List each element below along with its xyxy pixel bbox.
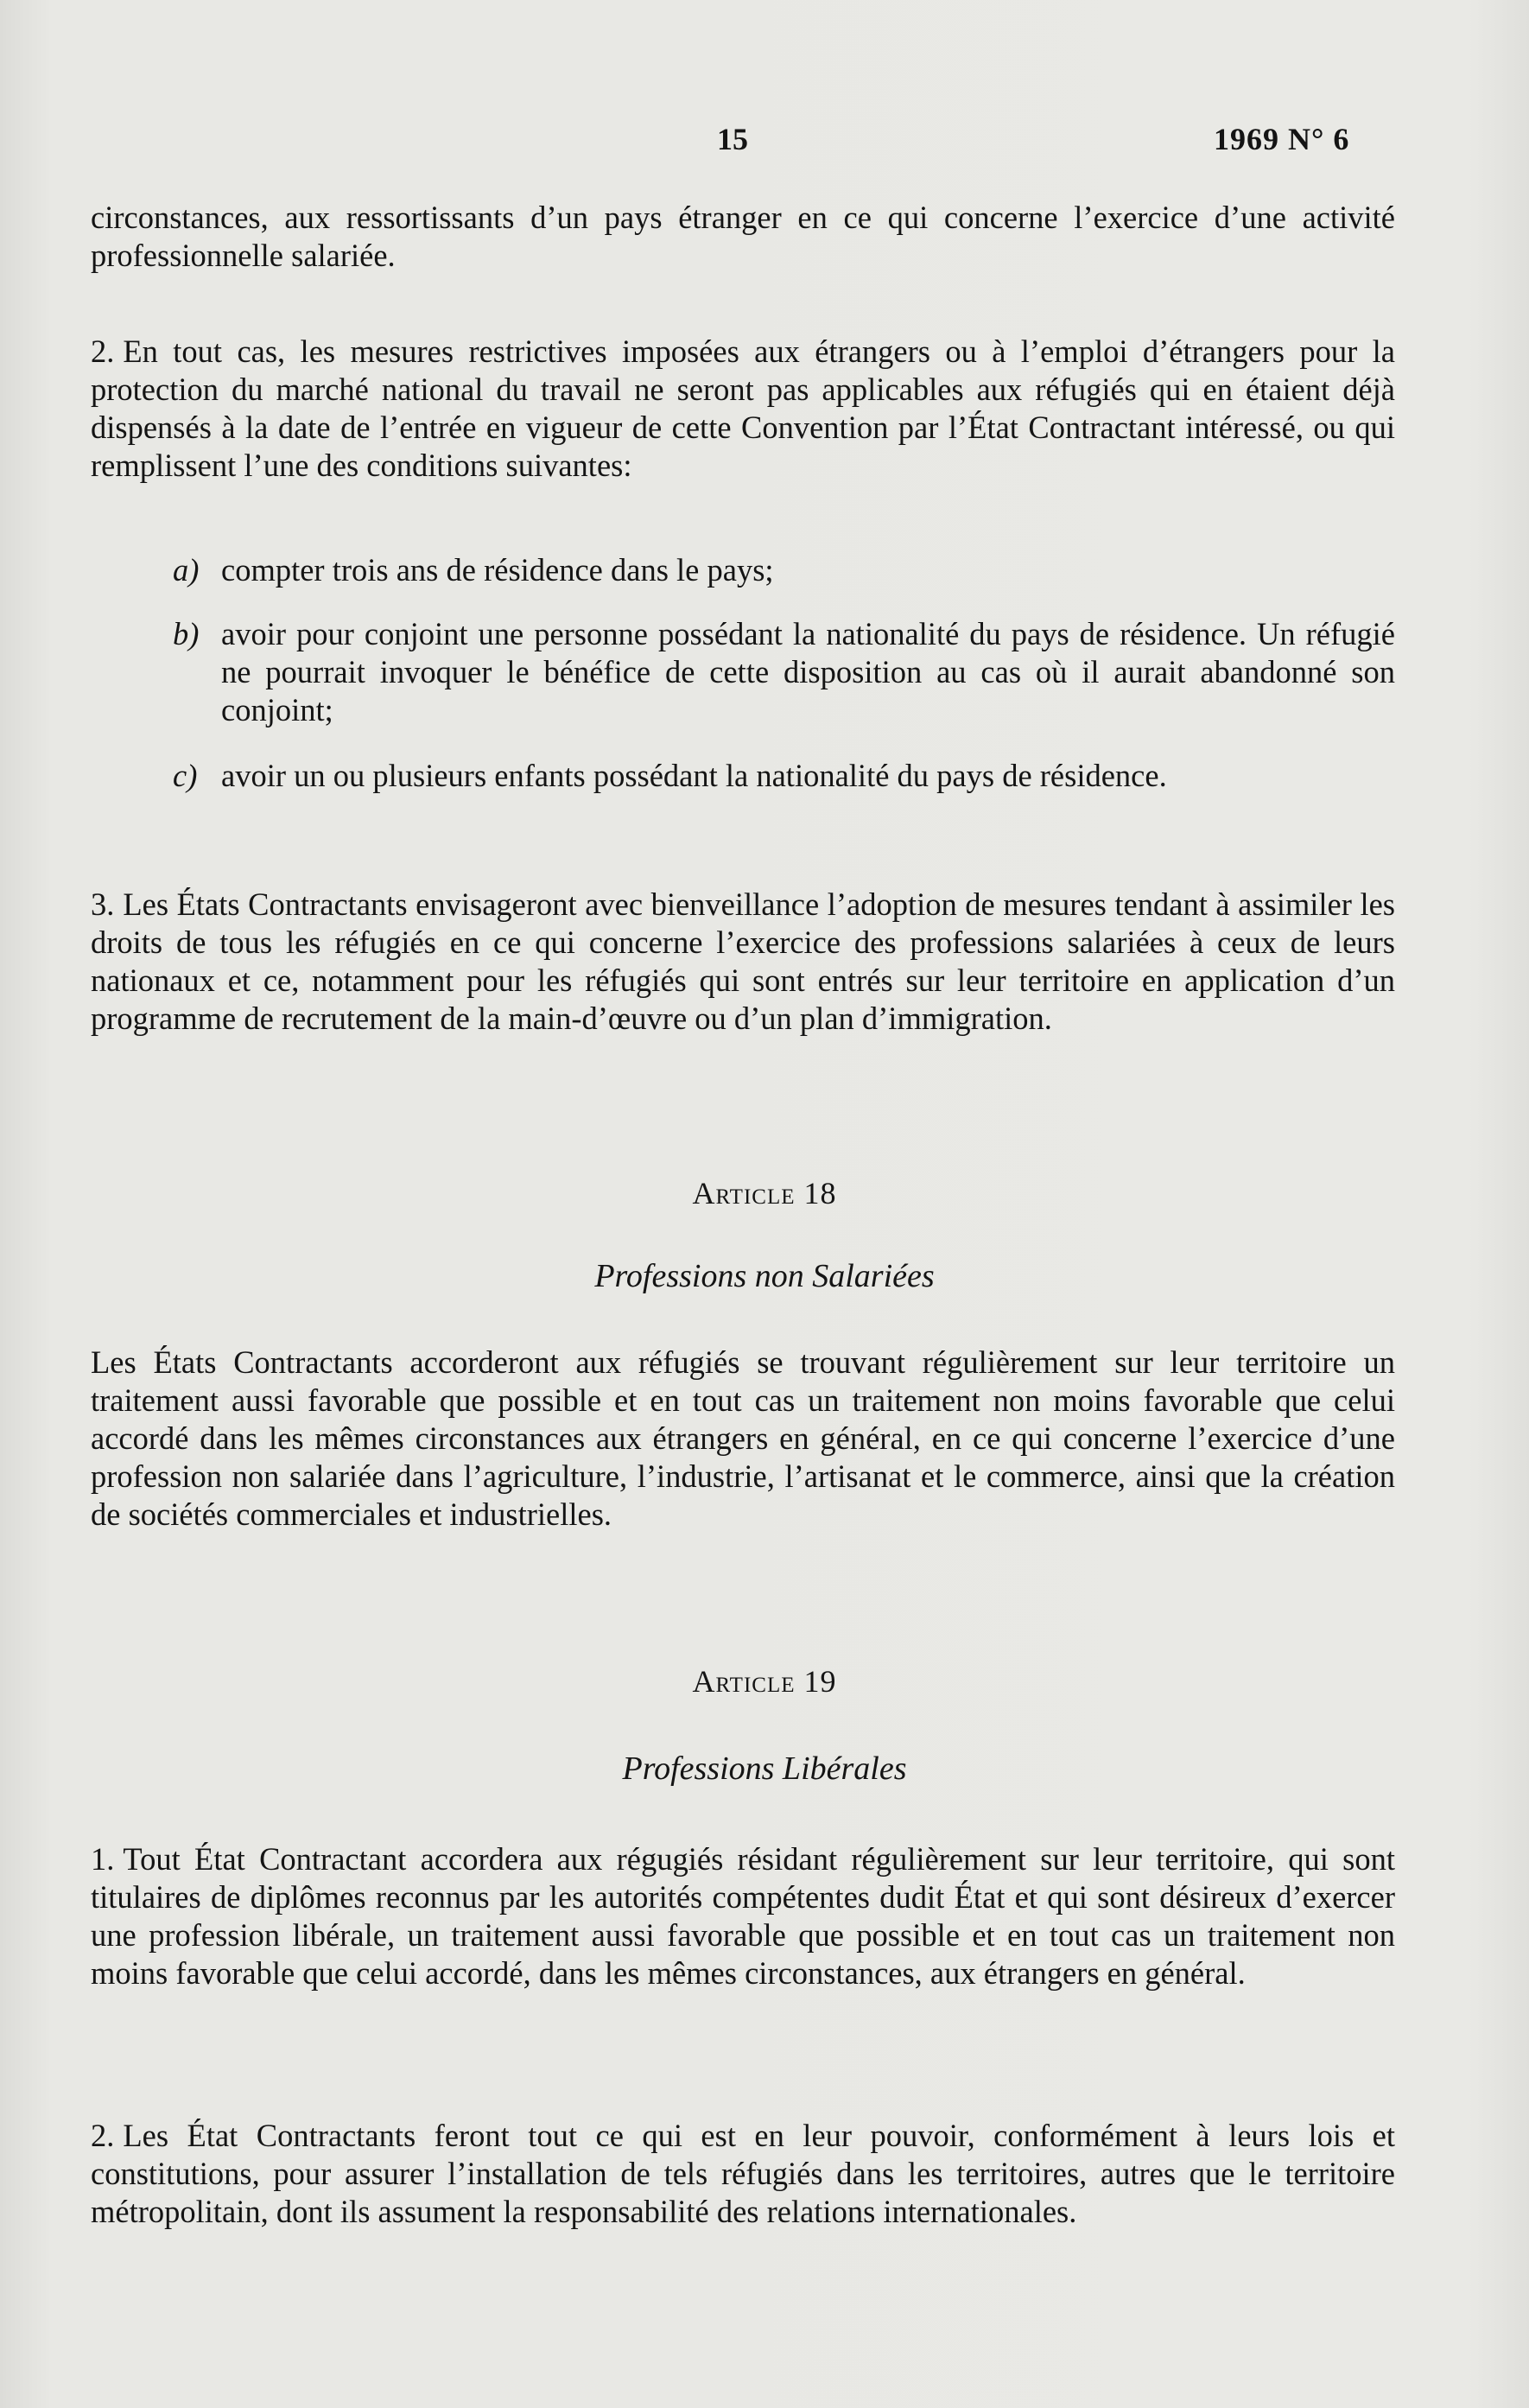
paragraph-number: 3. bbox=[91, 886, 115, 922]
paragraph-text: En tout cas, les mesures restrictives imposées aux étrangers ou à l’emploi d’étrangers pour la protection du marché national du travail ne seront pas applicables aux réfugiés qui en étaient déjà dispensés à la date de l’entrée en vigueur de cette Convention par l’État Contractant intéressé, ou qui remplissent l’une des conditions suivantes: bbox=[91, 334, 1395, 483]
paragraph-3 bbox=[91, 886, 1395, 1038]
article-19-paragraph-2 bbox=[91, 2117, 1395, 2231]
list-item-c bbox=[173, 757, 1395, 795]
paragraph-text: Les État Contractants feront tout ce qui est en leur pouvoir, conformément à leurs lois et constitutions, pour assurer l’installation de tels réfugiés dans les territoires, autres que le territoire métropolitain, dont ils assument la responsabilité des relations internationales. bbox=[91, 2118, 1395, 2229]
paragraph-number: 2. bbox=[91, 2118, 115, 2153]
article-19-paragraph-1 bbox=[91, 1840, 1395, 1992]
article-18-text bbox=[91, 1344, 1395, 1534]
paragraph-text: Les États Contractants envisageront avec bienveillance l’adoption de mesures tendant à assimiler les droits de tous les réfugiés en ce qui concerne l’exercice des professions salariées à ceux de leurs nationaux et ce, notamment pour les réfugiés qui sont entrés sur leur territoire en application d’un programme de recrutement de la main-d’œuvre ou d’un plan d’immigration. bbox=[91, 886, 1395, 1036]
list-item-text: avoir un ou plusieurs enfants possédant la nationalité du pays de résidence. bbox=[221, 758, 1167, 793]
paragraph-text: circonstances, aux ressortissants d’un pays étranger en ce qui concerne l’exercice d’une activité professionnelle salariée. bbox=[91, 200, 1395, 273]
page-number: 15 bbox=[717, 122, 748, 156]
list-item-label: b) bbox=[173, 616, 200, 651]
list-item-b bbox=[173, 615, 1395, 729]
list-item-label: c) bbox=[173, 758, 198, 793]
paragraph-number: 1. bbox=[91, 1841, 115, 1877]
list-item-text: avoir pour conjoint une personne possédant la nationalité du pays de résidence. Un réfugié ne pourrait invoquer le bénéfice de cette disposition au cas où il aurait abandonné son conjoint; bbox=[221, 616, 1395, 727]
paragraph-text: Tout État Contractant accordera aux régugiés résidant régulièrement sur leur territoire, qui sont titulaires de diplômes reconnus par les autorités compétentes dudit État et qui sont désireux d’exercer une profession libérale, un traitement aussi favorable que possible et en tout cas un traitement non moins favorable que celui accordé, dans les mêmes circonstances, aux étrangers en général. bbox=[91, 1841, 1395, 1991]
page-header bbox=[0, 121, 1529, 164]
list-item-a bbox=[173, 551, 1395, 589]
article-18-subtitle: Professions non Salariées bbox=[594, 1258, 935, 1294]
page-reference: 1969 N° 6 bbox=[1214, 122, 1350, 156]
list-item-label: a) bbox=[173, 552, 200, 588]
article-19-title: Article 19 bbox=[692, 1664, 837, 1699]
paragraph-2 bbox=[91, 333, 1395, 485]
article-19-subtitle: Professions Libérales bbox=[622, 1750, 907, 1787]
paragraph-number: 2. bbox=[91, 334, 115, 369]
list-item-text: compter trois ans de résidence dans le pays; bbox=[221, 552, 774, 588]
continued-paragraph bbox=[91, 199, 1395, 275]
paragraph-text: Les États Contractants accorderont aux réfugiés se trouvant régulièrement sur leur territoire un traitement aussi favorable que possible et en tout cas un traitement non moins favorable que celui accordé dans les mêmes circonstances aux étrangers en général, en ce qui concerne l’exercice d’une profession non salariée dans l’agriculture, l’industrie, l’artisanat et le commerce, ainsi que la création de sociétés commerciales et industrielles. bbox=[91, 1344, 1395, 1532]
article-18-title: Article 18 bbox=[692, 1176, 837, 1210]
